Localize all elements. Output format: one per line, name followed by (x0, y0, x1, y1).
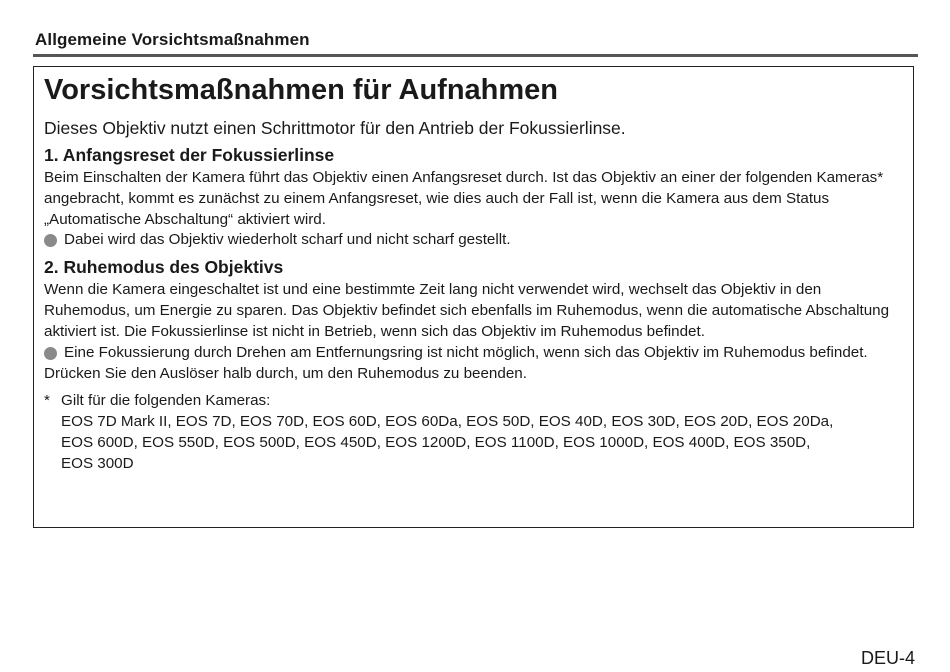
section-note: Drücken Sie den Auslöser halb durch, um den Ruhemodus zu beenden. (44, 365, 527, 383)
intro-text: Dieses Objektiv nutzt einen Schrittmotor für den Antrieb der Fokussierlinse. (44, 118, 626, 138)
bullet-text: Dabei wird das Objektiv wiederholt scharf und nicht scharf gestellt. (64, 231, 511, 249)
footnote-intro: Gilt für die folgenden Kameras: (61, 392, 271, 410)
section-sleep-mode (44, 256, 903, 385)
bullet-item (44, 230, 903, 251)
section-initial-reset (44, 144, 903, 251)
footnote (44, 391, 903, 474)
page-number: DEU-4 (860, 648, 915, 668)
section-paragraph: Beim Einschalten der Kamera führt das Objektiv einen Anfangsreset durch. Ist das Objektiv an einer der folgenden Kameras* angebracht, kommt es zunächst zu einem Anfangsreset, wie dies auch der Fall ist, wenn die Kamera aus dem Status „Automatische Abschaltung“ aktiviert wird. (44, 169, 884, 228)
content-frame (33, 66, 914, 528)
section-paragraph: Wenn die Kamera eingeschaltet ist und eine bestimmte Zeit lang nicht verwendet wird, wechselt das Objektiv in den Ruhemodus, um Energie zu sparen. Das Objektiv befindet sich ebenfalls im Ruhemodus, wenn die automatische Abschaltung aktiviert ist. Die Fokussierlinse ist nicht in Betrieb, wenn sich das Objektiv im Ruhemodus befindet. (44, 281, 890, 340)
camera-list-line: EOS 600D, EOS 550D, EOS 500D, EOS 450D, EOS 1200D, EOS 1100D, EOS 1000D, EOS 400D, EOS 350D, (61, 433, 811, 451)
footnote-asterisk: * (44, 392, 50, 410)
bullet-text: Eine Fokussierung durch Drehen am Entfernungsring ist nicht möglich, wenn sich das Objektiv im Ruhemodus befindet. (64, 343, 868, 361)
section-header: Allgemeine Vorsichtsmaßnahmen (35, 30, 310, 49)
camera-list-line: EOS 7D Mark II, EOS 7D, EOS 70D, EOS 60D, EOS 60Da, EOS 50D, EOS 40D, EOS 30D, EOS 20D, EOS 20Da, (61, 412, 834, 430)
page-title: Vorsichtsmaßnahmen für Aufnahmen (44, 74, 559, 106)
footnote-body (61, 391, 833, 474)
bullet-icon (44, 234, 57, 247)
section-heading: 1. Anfangsreset der Fokussierlinse (44, 145, 335, 165)
bullet-icon (44, 347, 57, 360)
camera-list-line: EOS 300D (61, 454, 134, 472)
header-divider (33, 54, 918, 57)
bullet-item (44, 343, 903, 364)
section-heading: 2. Ruhemodus des Objektivs (44, 257, 284, 278)
